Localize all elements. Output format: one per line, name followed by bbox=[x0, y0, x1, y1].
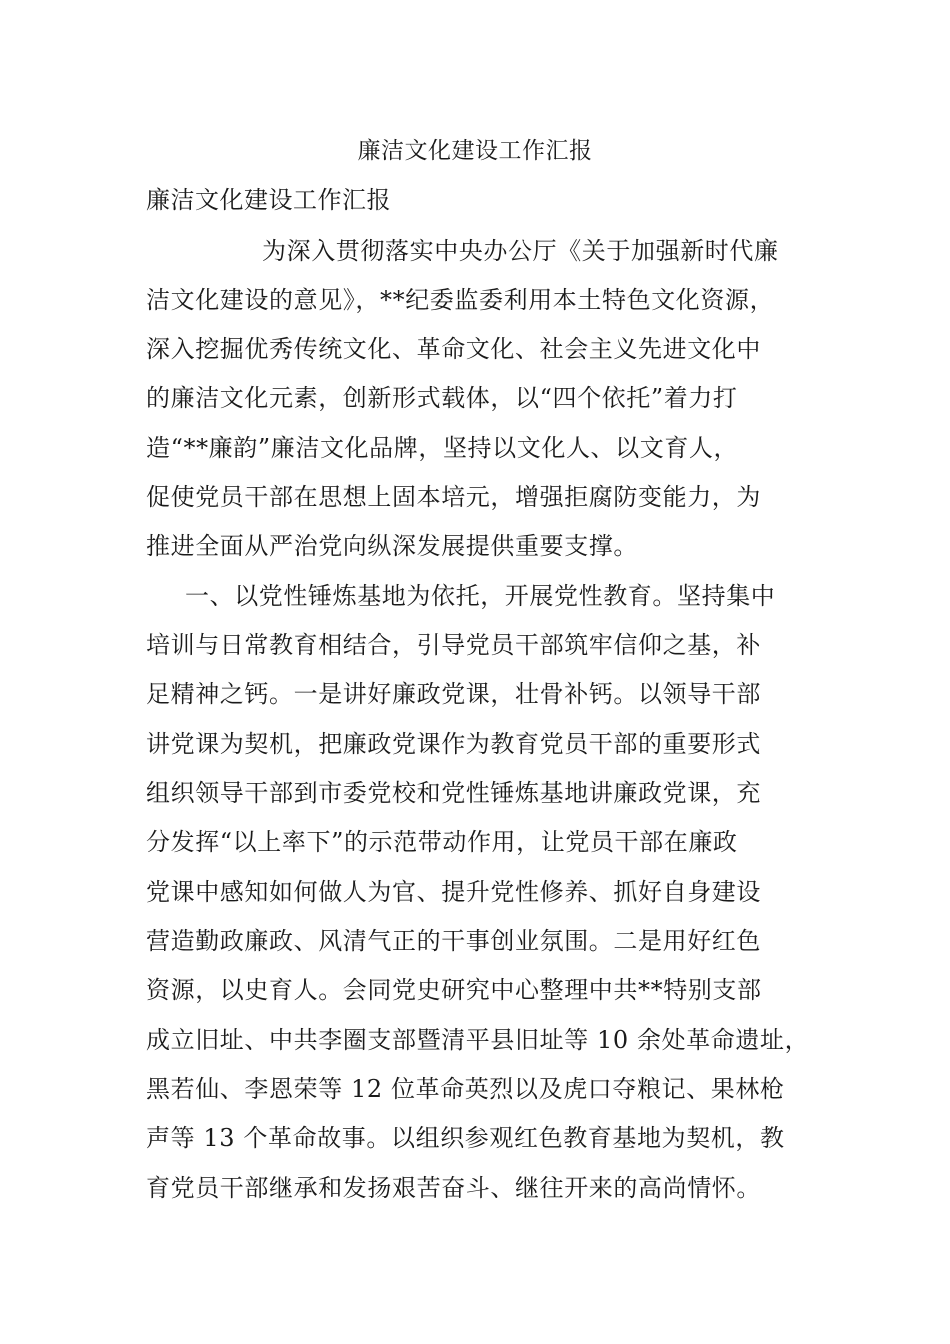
body-line: 为深入贯彻落实中央办公厅《关于加强新时代廉 bbox=[262, 237, 779, 265]
document-subtitle: 廉洁文化建设工作汇报 bbox=[146, 186, 391, 214]
body-line: 育党员干部继承和发扬艰苦奋斗、继往开来的高尚情怀。 bbox=[146, 1174, 761, 1202]
body-line: 黑若仙、李恩荣等 12 位革命英烈以及虎口夺粮记、果林枪 bbox=[146, 1075, 785, 1103]
body-line: 一、以党性锤炼基地为依托，开展党性教育。坚持集中 bbox=[185, 582, 776, 610]
body-line: 促使党员干部在思想上固本培元，增强拒腐防变能力，为 bbox=[146, 483, 761, 511]
body-line: 深入挖掘优秀传统文化、革命文化、社会主义先进文化中 bbox=[146, 335, 761, 363]
body-line: 洁文化建设的意见》，**纪委监委利用本土特色文化资源， bbox=[146, 286, 775, 314]
document-title: 廉洁文化建设工作汇报 bbox=[357, 138, 593, 164]
body-line: 造“**廉韵”廉洁文化品牌，坚持以文化人、以文育人， bbox=[146, 434, 739, 462]
body-line: 资源，以史育人。会同党史研究中心整理中共**特别支部 bbox=[146, 976, 762, 1004]
body-line: 讲党课为契机，把廉政党课作为教育党员干部的重要形式 bbox=[146, 730, 761, 758]
body-line: 组织领导干部到市委党校和党性锤炼基地讲廉政党课，充 bbox=[146, 779, 761, 807]
body-line: 营造勤政廉政、风清气正的干事创业氛围。二是用好红色 bbox=[146, 927, 761, 955]
body-line: 党课中感知如何做人为官、提升党性修养、抓好自身建设 bbox=[146, 878, 761, 906]
body-line: 的廉洁文化元素，创新形式载体，以“四个依托”着力打 bbox=[146, 384, 738, 412]
body-line: 培训与日常教育相结合，引导党员干部筑牢信仰之基，补 bbox=[146, 631, 761, 659]
body-line: 分发挥“以上率下”的示范带动作用，让党员干部在廉政 bbox=[146, 828, 738, 856]
body-line: 足精神之钙。一是讲好廉政党课，壮骨补钙。以领导干部 bbox=[146, 680, 761, 708]
body-line: 声等 13 个革命故事。以组织参观红色教育基地为契机，教 bbox=[146, 1124, 785, 1152]
body-line: 推进全面从严治党向纵深发展提供重要支撑。 bbox=[146, 532, 638, 560]
body-line: 成立旧址、中共李圈支部暨清平县旧址等 10 余处革命遗址， bbox=[146, 1026, 810, 1054]
